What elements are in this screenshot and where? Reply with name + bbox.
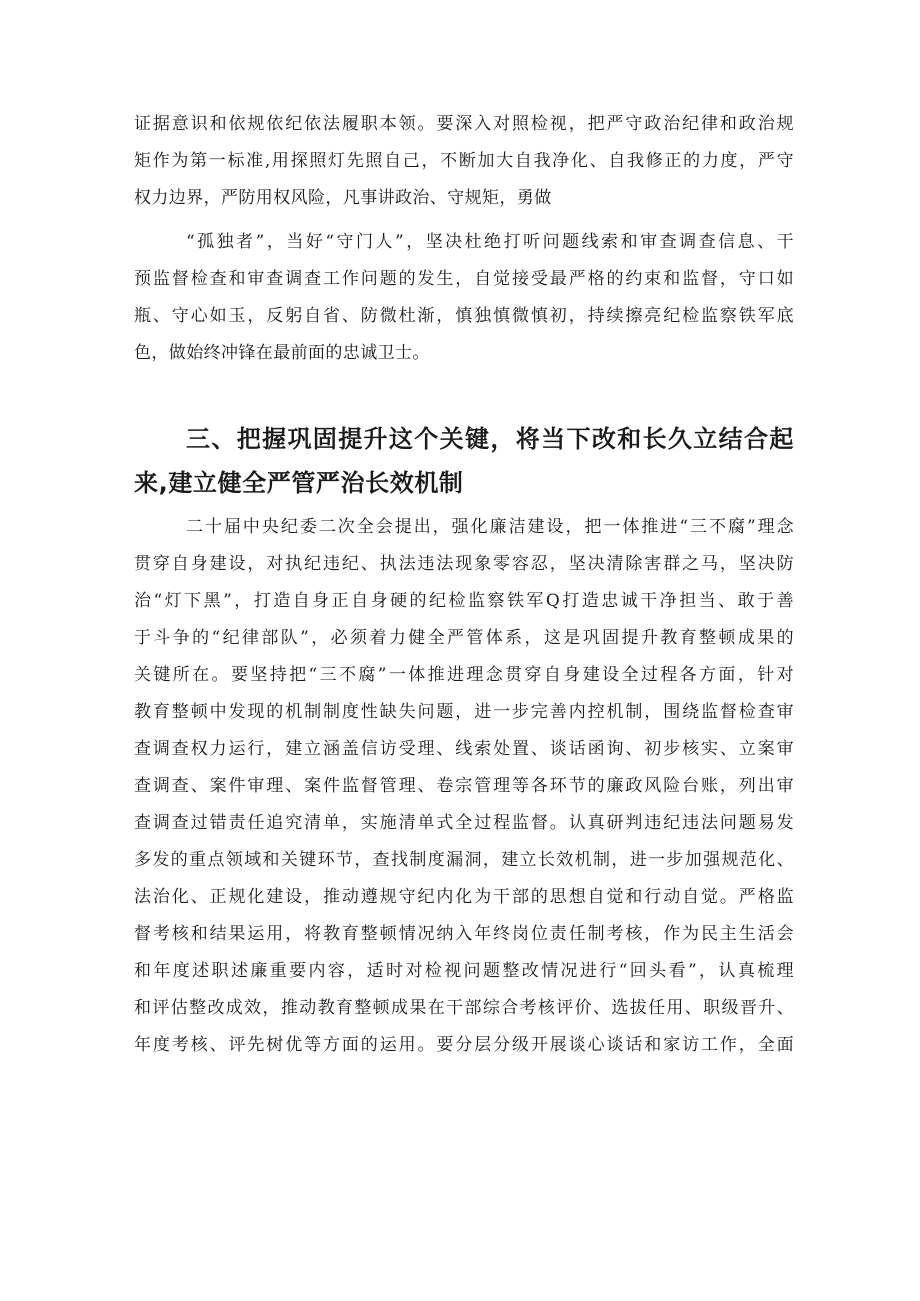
paragraph-line: 和年度述职述廉重要内容，适时对检视问题整改情况进行“回头看”，认真梳理	[134, 961, 794, 981]
paragraph-line: 瓶、守心如玉，反躬自省、防微杜渐，慎独慎微慎初，持续擦亮纪检监察铁军底	[134, 306, 794, 326]
paragraph-line: 督考核和结果运用，将教育整顿情况纳入年终岗位责任制考核，作为民主生活会	[134, 924, 794, 944]
paragraph-line: 多发的重点领域和关键环节，查找制度漏洞，建立长效机制，进一步加强规范化、	[134, 850, 794, 870]
paragraph-line: 关键所在。要坚持把“三不腐”一体推进理念贯穿自身建设全过程各方面，针对	[134, 665, 794, 685]
paragraph-line: 证据意识和依规依纪依法履职本领。要深入对照检视，把严守政治纪律和政治规	[134, 114, 794, 134]
heading-line: 三、把握巩固提升这个关键，将当下改和长久立结合起	[186, 425, 794, 453]
paragraph-line: 和评估整改成效，推动教育整顿成果在干部综合考核评价、选拔任用、职级晋升、	[134, 998, 794, 1018]
paragraph-line: 二十届中央纪委二次全会提出，强化廉洁建设，把一体推进“三不腐”理念	[186, 517, 794, 537]
paragraph-line: 年度考核、评先树优等方面的运用。要分层分级开展谈心谈话和家访工作，全面	[134, 1035, 794, 1055]
paragraph-line: 查调查过错责任追究清单，实施清单式全过程监督。认真研判违纪违法问题易发	[134, 813, 794, 833]
paragraph-2	[134, 224, 794, 372]
section-heading	[134, 417, 794, 505]
paragraph-line: 权力边界，严防用权风险，凡事讲政治、守规矩，勇做	[134, 188, 552, 208]
paragraph-line: 于斗争的“纪律部队”，必须着力健全严管体系，这是巩固提升教育整顿成果的	[134, 628, 794, 648]
paragraph-line: “孤独者”，当好“守门人”，坚决杜绝打听问题线索和审查调查信息、干	[186, 232, 794, 252]
paragraph-3	[134, 509, 794, 1064]
paragraph-line: 色，做始终冲锋在最前面的忠诚卫士。	[134, 343, 430, 363]
paragraph-line: 预监督检查和审查调查工作问题的发生，自觉接受最严格的约束和监督，守口如	[134, 269, 794, 289]
paragraph-line: 治“灯下黑”，打造自身正自身硬的纪检监察铁军Q打造忠诚干净担当、敢于善	[134, 591, 794, 611]
paragraph-line: 查调查权力运行，建立涵盖信访受理、线索处置、谈话函询、初步核实、立案审	[134, 739, 794, 759]
paragraph-line: 查调查、案件审理、案件监督管理、卷宗管理等各环节的廉政风险台账，列出审	[134, 776, 794, 796]
paragraph-line: 贯穿自身建设，对执纪违纪、执法违法现象零容忍，坚决清除害群之马，坚决防	[134, 554, 794, 574]
paragraph-line: 教育整顿中发现的机制制度性缺失问题，进一步完善内控机制，围绕监督检查审	[134, 702, 794, 722]
paragraph-line: 矩作为第一标准,用探照灯先照自己，不断加大自我净化、自我修正的力度，严守	[134, 151, 794, 171]
heading-line: 来,建立健全严管严治长效机制	[134, 469, 464, 497]
paragraph-1	[134, 106, 794, 217]
paragraph-line: 法治化、正规化建设，推动遵规守纪内化为干部的思想自觉和行动自觉。严格监	[134, 887, 794, 907]
